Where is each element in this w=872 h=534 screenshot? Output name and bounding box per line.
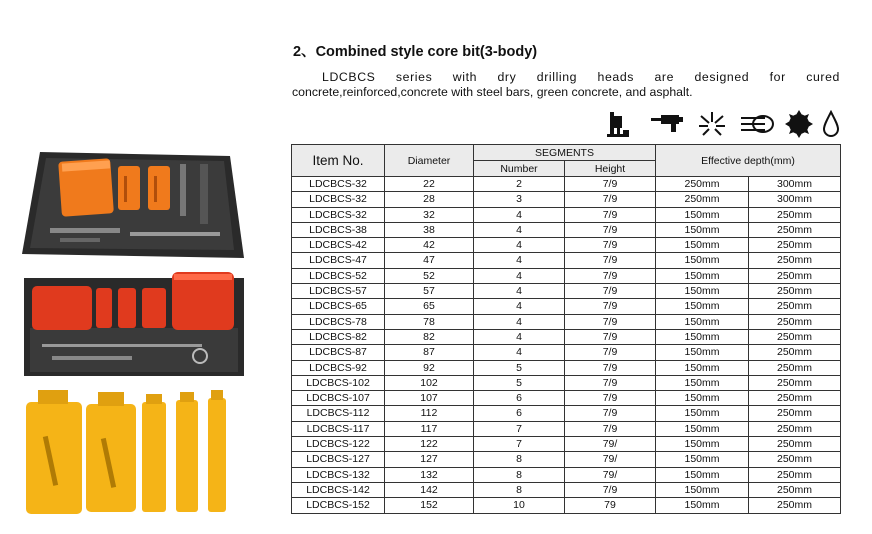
segment-number-cell: 7 bbox=[474, 437, 565, 452]
segment-number-cell: 3 bbox=[474, 192, 565, 207]
depth-min-cell: 150mm bbox=[656, 253, 749, 268]
diameter-cell: 127 bbox=[385, 452, 474, 467]
header-effective-depth: Effective depth(mm) bbox=[656, 145, 841, 177]
segment-height-cell: 79/ bbox=[565, 467, 656, 482]
depth-max-cell: 250mm bbox=[749, 314, 841, 329]
rebar-icon bbox=[739, 110, 777, 143]
header-segments: SEGMENTS bbox=[474, 145, 656, 161]
segment-number-cell: 8 bbox=[474, 482, 565, 497]
depth-min-cell: 150mm bbox=[656, 452, 749, 467]
segment-height-cell: 7/9 bbox=[565, 406, 656, 421]
table-row bbox=[292, 192, 841, 207]
segment-height-cell: 7/9 bbox=[565, 253, 656, 268]
depth-max-cell: 250mm bbox=[749, 299, 841, 314]
diameter-cell: 47 bbox=[385, 253, 474, 268]
depth-max-cell: 250mm bbox=[749, 437, 841, 452]
diameter-cell: 87 bbox=[385, 345, 474, 360]
diameter-cell: 132 bbox=[385, 467, 474, 482]
segment-number-cell: 5 bbox=[474, 375, 565, 390]
depth-max-cell: 250mm bbox=[749, 391, 841, 406]
table-row bbox=[292, 467, 841, 482]
table-row bbox=[292, 452, 841, 467]
segment-height-cell: 7/9 bbox=[565, 192, 656, 207]
segment-height-cell: 7/9 bbox=[565, 284, 656, 299]
series-description bbox=[292, 70, 840, 100]
table-row bbox=[292, 406, 841, 421]
depth-min-cell: 150mm bbox=[656, 482, 749, 497]
item-no-cell: LDCBCS-32 bbox=[292, 207, 385, 222]
item-no-cell: LDCBCS-47 bbox=[292, 253, 385, 268]
depth-min-cell: 150mm bbox=[656, 238, 749, 253]
item-no-cell: LDCBCS-42 bbox=[292, 238, 385, 253]
depth-min-cell: 150mm bbox=[656, 421, 749, 436]
item-no-cell: LDCBCS-32 bbox=[292, 177, 385, 192]
depth-max-cell: 250mm bbox=[749, 345, 841, 360]
depth-min-cell: 150mm bbox=[656, 207, 749, 222]
segment-height-cell: 7/9 bbox=[565, 482, 656, 497]
segment-height-cell: 79/ bbox=[565, 452, 656, 467]
segment-number-cell: 4 bbox=[474, 345, 565, 360]
diameter-cell: 142 bbox=[385, 482, 474, 497]
depth-min-cell: 150mm bbox=[656, 345, 749, 360]
depth-max-cell: 250mm bbox=[749, 329, 841, 344]
sparks-icon bbox=[697, 110, 727, 143]
item-no-cell: LDCBCS-122 bbox=[292, 437, 385, 452]
table-row bbox=[292, 284, 841, 299]
segment-height-cell: 7/9 bbox=[565, 345, 656, 360]
table-body bbox=[292, 177, 841, 514]
item-no-cell: LDCBCS-107 bbox=[292, 391, 385, 406]
depth-min-cell: 150mm bbox=[656, 268, 749, 283]
segment-number-cell: 4 bbox=[474, 329, 565, 344]
depth-max-cell: 250mm bbox=[749, 482, 841, 497]
diameter-cell: 112 bbox=[385, 406, 474, 421]
item-no-cell: LDCBCS-52 bbox=[292, 268, 385, 283]
table-row bbox=[292, 314, 841, 329]
segment-number-cell: 4 bbox=[474, 314, 565, 329]
table-row bbox=[292, 268, 841, 283]
segment-height-cell: 7/9 bbox=[565, 391, 656, 406]
depth-max-cell: 250mm bbox=[749, 498, 841, 513]
depth-min-cell: 150mm bbox=[656, 437, 749, 452]
item-no-cell: LDCBCS-142 bbox=[292, 482, 385, 497]
depth-max-cell: 250mm bbox=[749, 222, 841, 237]
diameter-cell: 22 bbox=[385, 177, 474, 192]
depth-max-cell: 250mm bbox=[749, 467, 841, 482]
depth-min-cell: 250mm bbox=[656, 192, 749, 207]
diameter-cell: 107 bbox=[385, 391, 474, 406]
segment-height-cell: 7/9 bbox=[565, 329, 656, 344]
depth-min-cell: 150mm bbox=[656, 222, 749, 237]
hand-drill-icon bbox=[649, 110, 689, 143]
table-row bbox=[292, 498, 841, 513]
depth-max-cell: 250mm bbox=[749, 375, 841, 390]
diameter-cell: 152 bbox=[385, 498, 474, 513]
depth-max-cell: 250mm bbox=[749, 284, 841, 299]
segment-height-cell: 7/9 bbox=[565, 299, 656, 314]
header-height: Height bbox=[565, 161, 656, 177]
item-no-cell: LDCBCS-112 bbox=[292, 406, 385, 421]
table-row bbox=[292, 421, 841, 436]
depth-max-cell: 250mm bbox=[749, 207, 841, 222]
segment-height-cell: 7/9 bbox=[565, 222, 656, 237]
table-row bbox=[292, 299, 841, 314]
depth-min-cell: 150mm bbox=[656, 299, 749, 314]
photo-yellow-core-bits bbox=[24, 388, 246, 518]
segment-number-cell: 7 bbox=[474, 421, 565, 436]
depth-min-cell: 150mm bbox=[656, 467, 749, 482]
water-drop-icon bbox=[821, 110, 841, 143]
segment-height-cell: 7/9 bbox=[565, 375, 656, 390]
depth-min-cell: 150mm bbox=[656, 284, 749, 299]
depth-max-cell: 250mm bbox=[749, 360, 841, 375]
depth-max-cell: 250mm bbox=[749, 253, 841, 268]
header-diameter: Diameter bbox=[385, 145, 474, 177]
photo-red-core-bit-kit bbox=[22, 268, 246, 378]
segment-number-cell: 4 bbox=[474, 299, 565, 314]
segment-number-cell: 8 bbox=[474, 467, 565, 482]
diameter-cell: 117 bbox=[385, 421, 474, 436]
segment-height-cell: 7/9 bbox=[565, 360, 656, 375]
segment-height-cell: 79/ bbox=[565, 437, 656, 452]
diameter-cell: 78 bbox=[385, 314, 474, 329]
segment-height-cell: 7/9 bbox=[565, 177, 656, 192]
diameter-cell: 28 bbox=[385, 192, 474, 207]
header-number: Number bbox=[474, 161, 565, 177]
depth-min-cell: 150mm bbox=[656, 375, 749, 390]
item-no-cell: LDCBCS-87 bbox=[292, 345, 385, 360]
item-no-cell: LDCBCS-78 bbox=[292, 314, 385, 329]
segment-height-cell: 7/9 bbox=[565, 238, 656, 253]
diameter-cell: 38 bbox=[385, 222, 474, 237]
depth-min-cell: 150mm bbox=[656, 360, 749, 375]
section-heading: 2、Combined style core bit(3-body) bbox=[293, 44, 538, 60]
table-row bbox=[292, 238, 841, 253]
segment-number-cell: 4 bbox=[474, 207, 565, 222]
segment-number-cell: 5 bbox=[474, 360, 565, 375]
specifications-table bbox=[291, 144, 841, 514]
segment-height-cell: 7/9 bbox=[565, 268, 656, 283]
item-no-cell: LDCBCS-82 bbox=[292, 329, 385, 344]
depth-min-cell: 150mm bbox=[656, 498, 749, 513]
table-row bbox=[292, 253, 841, 268]
item-no-cell: LDCBCS-32 bbox=[292, 192, 385, 207]
table-row bbox=[292, 329, 841, 344]
table-row bbox=[292, 207, 841, 222]
depth-max-cell: 300mm bbox=[749, 192, 841, 207]
segment-number-cell: 2 bbox=[474, 177, 565, 192]
header-item-no: Item No. bbox=[292, 145, 385, 177]
table-row bbox=[292, 482, 841, 497]
depth-min-cell: 150mm bbox=[656, 406, 749, 421]
diameter-cell: 42 bbox=[385, 238, 474, 253]
depth-max-cell: 250mm bbox=[749, 452, 841, 467]
segment-height-cell: 7/9 bbox=[565, 421, 656, 436]
segment-height-cell: 79 bbox=[565, 498, 656, 513]
table-row bbox=[292, 222, 841, 237]
depth-max-cell: 250mm bbox=[749, 406, 841, 421]
table-row bbox=[292, 345, 841, 360]
depth-min-cell: 150mm bbox=[656, 329, 749, 344]
item-no-cell: LDCBCS-127 bbox=[292, 452, 385, 467]
item-no-cell: LDCBCS-57 bbox=[292, 284, 385, 299]
item-no-cell: LDCBCS-102 bbox=[292, 375, 385, 390]
segment-height-cell: 7/9 bbox=[565, 207, 656, 222]
table-row bbox=[292, 177, 841, 192]
segment-number-cell: 4 bbox=[474, 253, 565, 268]
segment-number-cell: 6 bbox=[474, 391, 565, 406]
application-icons bbox=[605, 110, 845, 140]
diameter-cell: 122 bbox=[385, 437, 474, 452]
photo-orange-core-bit-kit bbox=[20, 150, 246, 262]
item-no-cell: LDCBCS-152 bbox=[292, 498, 385, 513]
segment-number-cell: 10 bbox=[474, 498, 565, 513]
item-no-cell: LDCBCS-92 bbox=[292, 360, 385, 375]
diameter-cell: 82 bbox=[385, 329, 474, 344]
diameter-cell: 65 bbox=[385, 299, 474, 314]
segment-height-cell: 7/9 bbox=[565, 314, 656, 329]
segment-number-cell: 6 bbox=[474, 406, 565, 421]
diameter-cell: 102 bbox=[385, 375, 474, 390]
depth-min-cell: 250mm bbox=[656, 177, 749, 192]
segment-number-cell: 8 bbox=[474, 452, 565, 467]
depth-max-cell: 250mm bbox=[749, 421, 841, 436]
segment-number-cell: 4 bbox=[474, 238, 565, 253]
table-row bbox=[292, 360, 841, 375]
table-row bbox=[292, 375, 841, 390]
depth-max-cell: 300mm bbox=[749, 177, 841, 192]
segment-number-cell: 4 bbox=[474, 268, 565, 283]
diameter-cell: 92 bbox=[385, 360, 474, 375]
item-no-cell: LDCBCS-117 bbox=[292, 421, 385, 436]
item-no-cell: LDCBCS-65 bbox=[292, 299, 385, 314]
depth-min-cell: 150mm bbox=[656, 391, 749, 406]
drill-stand-icon bbox=[605, 110, 633, 143]
description-line-2: concrete,reinforced,concrete with steel bars, green concrete, and asphalt. bbox=[292, 85, 693, 99]
description-line-1: LDCBCS series with dry drilling heads are designed for cured bbox=[322, 70, 840, 84]
saw-blade-icon bbox=[785, 110, 813, 143]
depth-max-cell: 250mm bbox=[749, 238, 841, 253]
table-row bbox=[292, 437, 841, 452]
depth-min-cell: 150mm bbox=[656, 314, 749, 329]
depth-max-cell: 250mm bbox=[749, 268, 841, 283]
diameter-cell: 52 bbox=[385, 268, 474, 283]
segment-number-cell: 4 bbox=[474, 284, 565, 299]
table-row bbox=[292, 391, 841, 406]
segment-number-cell: 4 bbox=[474, 222, 565, 237]
diameter-cell: 57 bbox=[385, 284, 474, 299]
diameter-cell: 32 bbox=[385, 207, 474, 222]
item-no-cell: LDCBCS-132 bbox=[292, 467, 385, 482]
item-no-cell: LDCBCS-38 bbox=[292, 222, 385, 237]
